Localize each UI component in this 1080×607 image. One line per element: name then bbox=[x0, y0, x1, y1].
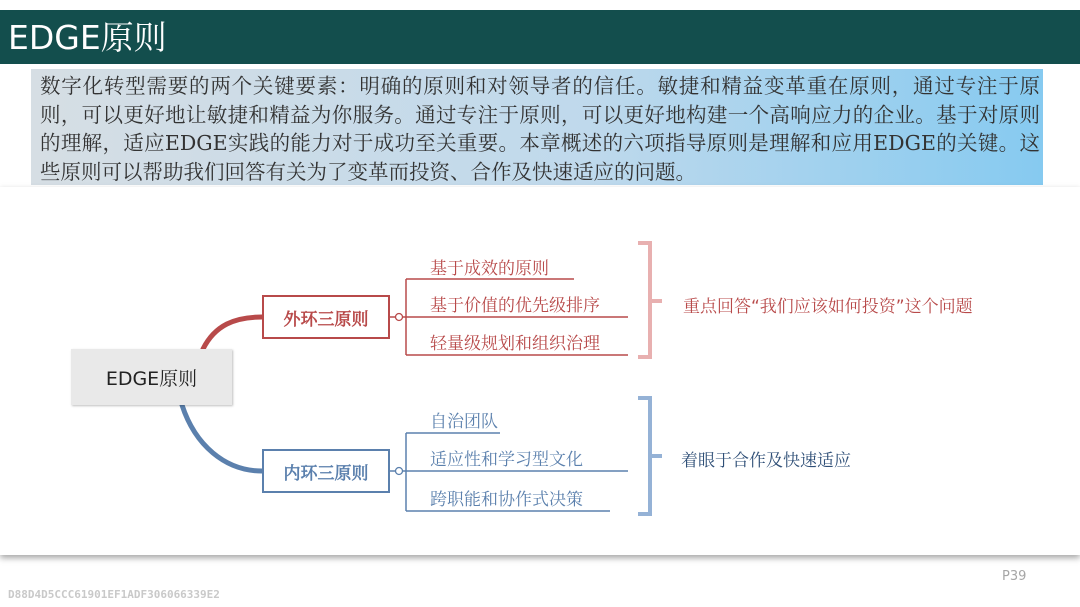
inner-leaf-autonomous-teams: 自治团队 bbox=[430, 412, 498, 432]
outer-summary-text: 重点回答“我们应该如何投资”这个问题 bbox=[683, 297, 973, 317]
inner-summary-text: 着眼于合作及快速适应 bbox=[681, 451, 851, 471]
page-number: P39 bbox=[1002, 569, 1027, 584]
slide-title: EDGE原则 bbox=[8, 18, 167, 57]
inner-bracket bbox=[638, 398, 650, 514]
root-to-inner-connector bbox=[182, 405, 262, 471]
intro-paragraph: 数字化转型需要的两个关键要素：明确的原则和对领导者的信任。敏捷和精益变革重在原则，通过专注于原则，可以更好地让敏捷和精益为你服务。通过专注于原则，可以更好地构建一个高响应力的企业。基于对原则的理解，适应EDGE实践的能力对于成功至关重要。本章概述的六项指导原则是理解和应用EDGE的关键。这些原则可以帮助我们回答有关为了变革而投资、合作及快速适应的问题。 bbox=[40, 74, 1040, 184]
root-to-outer-connector bbox=[203, 317, 262, 349]
outer-principles-branch: 外环三原则 bbox=[262, 295, 390, 339]
outer-leaf-outcome-based: 基于成效的原则 bbox=[430, 259, 549, 279]
mindmap-root-node: EDGE原则 bbox=[71, 349, 232, 405]
outer-bracket bbox=[638, 243, 650, 357]
inner-leaf-learning-culture: 适应性和学习型文化 bbox=[430, 450, 583, 470]
inner-branch-node-dot bbox=[396, 468, 403, 475]
outer-branch-node-dot bbox=[396, 314, 403, 321]
watermark-id: D88D4D5CCC61901EF1ADF306066339E2 bbox=[8, 588, 220, 601]
outer-leaf-value-prioritization: 基于价值的优先级排序 bbox=[430, 296, 600, 316]
inner-principles-branch: 内环三原则 bbox=[262, 449, 390, 493]
outer-leaf-lightweight-governance: 轻量级规划和组织治理 bbox=[430, 334, 600, 354]
inner-leaf-collaborative-decisions: 跨职能和协作式决策 bbox=[430, 490, 583, 510]
